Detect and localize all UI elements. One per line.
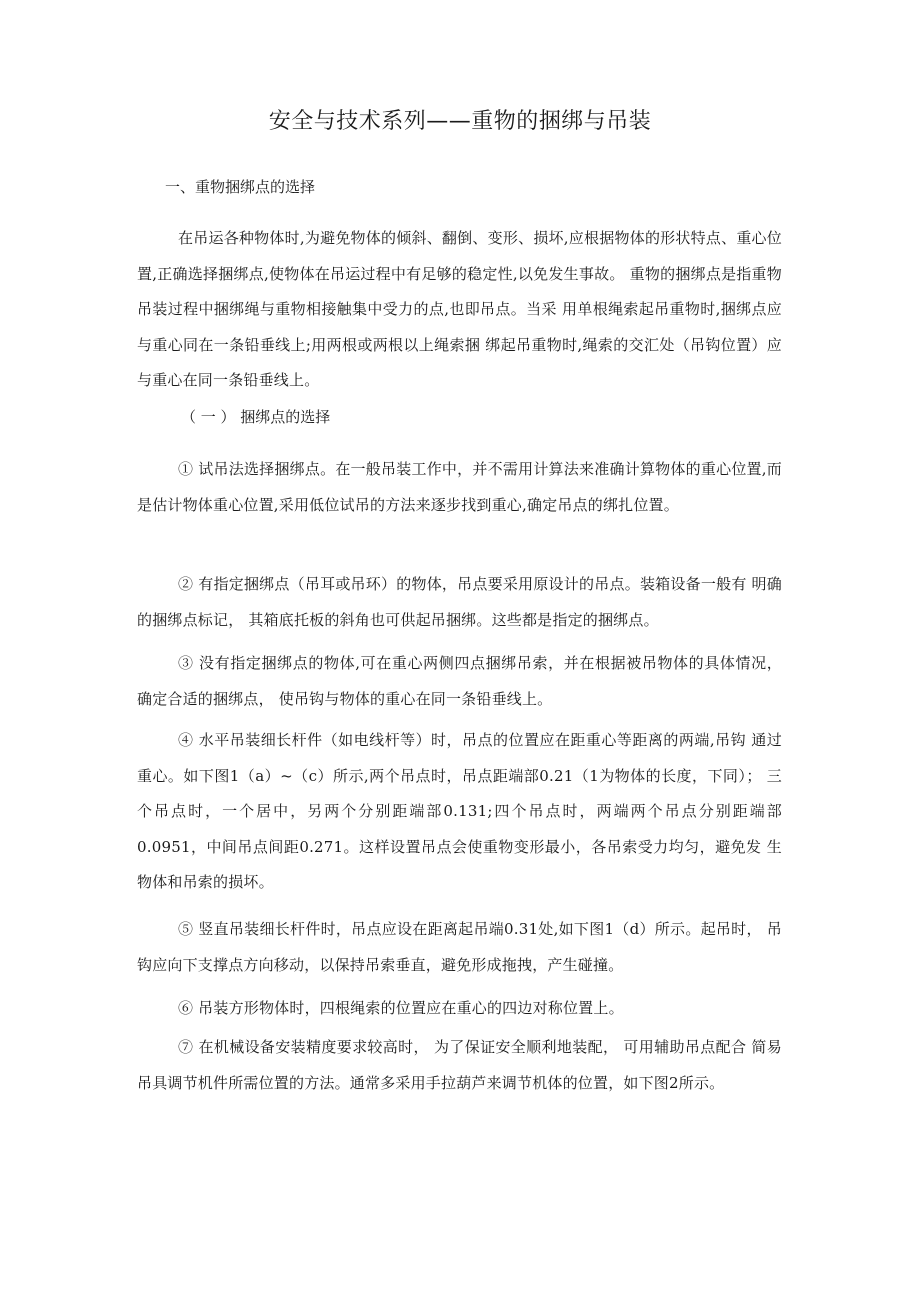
list-item: ⑥ 吊装方形物体时，四根绳索的位置应在重心的四边对称位置上。 <box>178 999 624 1017</box>
intro-paragraph: 在吊运各种物体时,为避免物体的倾斜、翻倒、变形、损坏,应根据物体的形状特点、重心位置,正确选择捆绑点,使物体在吊运过程中有足够的稳定性,以免发生事故。 重物的捆绑点是指重物吊装过程中捆绑绳与重物相接触集中受力的点,也即吊点。当采 用单根绳索起吊重物时,捆绑点应与重心同在一条铅垂线上;用两根或两根以上绳索捆 绑起吊重物时,绳索的交汇处（吊钩位置）应与重心在同一条铅垂线上。 <box>137 229 782 389</box>
list-item: ③ 没有指定捆绑点的物体,可在重心两侧四点捆绑吊索，并在根据被吊物体的具体情况， 确定合适的捆绑点， 使吊钩与物体的重心在同一条铅垂线上。 <box>137 654 782 708</box>
list-item: ① 试吊法选择捆绑点。在一般吊装工作中，并不需用计算法来准确计算物体的重心位置,而是估计物体重心位置,采用低位试吊的方法来逐步找到重心,确定吊点的绑扎位置。 <box>137 460 782 514</box>
document-title: 安全与技术系列——重物的捆绑与吊装 <box>268 109 652 134</box>
list-item: ⑦ 在机械设备安装精度要求较高时， 为了保证安全顺利地装配， 可用辅助吊点配合 简易吊具调节机件所需位置的方法。通常多采用手拉葫芦来调节机体的位置，如下图2所示。 <box>137 1038 782 1092</box>
list-item: ② 有指定捆绑点（吊耳或吊环）的物体，吊点要采用原设计的吊点。装箱设备一般有 明确的捆绑点标记， 其箱底托板的斜角也可供起吊捆绑。这些都是指定的捆绑点。 <box>137 575 782 629</box>
subsection-heading: （ 一 ） 捆绑点的选择 <box>181 408 331 426</box>
section-heading: 一、重物捆绑点的选择 <box>165 178 316 196</box>
list-item: ④ 水平吊装细长杆件（如电线杆等）时，吊点的位置应在距重心等距离的两端,吊钩 通过重心。如下图1（a）~（c）所示,两个吊点时，吊点距端部0.21（1为物体的长度，下同）； 三个吊点时，一个居中，另两个分别距端部0.131;四个吊点时，两端两个吊点分别距端部 0.0951，中间吊点间距0.271。这样设置吊点会使重物变形最小，各吊索受力均匀，避免发 生物体和吊索的损坏。 <box>137 731 782 891</box>
list-item: ⑤ 竖直吊装细长杆件时，吊点应设在距离起吊端0.31处,如下图1（d）所示。起吊时， 吊钩应向下支撑点方向移动，以保持吊索垂直，避免形成拖拽，产生碰撞。 <box>137 920 782 974</box>
